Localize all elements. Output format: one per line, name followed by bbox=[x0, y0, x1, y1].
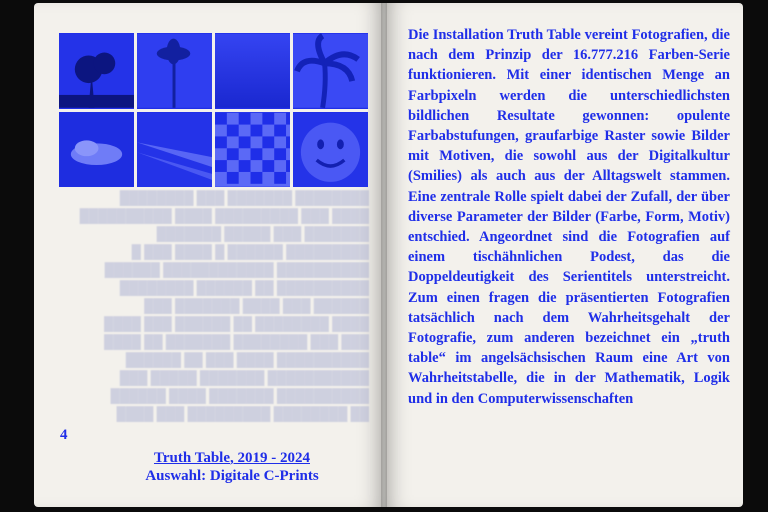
smiley-face bbox=[293, 112, 368, 188]
book-gutter bbox=[381, 3, 387, 507]
palm-trees-photo bbox=[59, 33, 134, 109]
show-through-text: ████████ ███████ ███ ████████ ████ ███ █████████ ████ ██████████ ███████ ███ █████ ███████ █████████ ██████ █ ████ ███ █ ██████████ ████████████ ██████ ██████████ ██ ██████ ████████ ██████ ███ ████ ███████ ███ ████ ████████ ██ ██████ ███ ████ ███ ███ ████████ ███████ ██ ████ ██████████ ████ ███ ██ ██████ ███████████ ███████ █████ ███ ██████████ ███████ ████ ██████ ██ ████████ █████████ ███ ████ bbox=[79, 190, 369, 421]
page-number: 4 bbox=[60, 427, 68, 443]
open-book bbox=[34, 3, 743, 507]
caption-title: Truth Table bbox=[153, 450, 230, 466]
left-page bbox=[34, 3, 384, 507]
caption-years: , 2019 - 2024 bbox=[230, 450, 310, 466]
body-text: Die Installation Truth Table vereint Fotografien, die nach dem Prinzip der 16.777.216 Farben-Serie funktionieren. Mit einer identischen Menge an Farbpixeln werden die unterschiedlichsten bildlichen Resultate gewonnen: opulente Farbabstufungen, graufarbige Raster sowie Bilder mit Motiven, die sowohl aus der Digitalkultur (Smilies) als auch aus der Alltagswelt stammen. Eine zentrale Rolle spielt dabei der Zufall, der über diverse Parameter der Bilder (Farbe, Form, Motiv) entschied. Angeordnet sind die Fotografien auf einem tischähnlichen Podest, das die Doppeldeutigkeit des Serientitels unterstreicht. Zum einen fragen die präsentierten Fotografien tatsächlich nach dem Wahrheitsgehalt der Fotografie, zum anderen bezeichnet ein „truth table“ im angelsächsischen Raum eine Art von Wahrheitstabelle, die in der Mathematik, Logik und in den Computerwissenschaften bbox=[408, 27, 730, 407]
photo-grid bbox=[59, 33, 368, 187]
blue-gradient-photo bbox=[215, 33, 290, 109]
palm-tree-photo bbox=[137, 33, 212, 109]
right-page bbox=[384, 3, 743, 507]
palm-silhouette-photo bbox=[293, 33, 368, 109]
checkerboard-pattern bbox=[215, 112, 290, 188]
caption-subtitle: Auswahl: Digitale C-Prints bbox=[145, 468, 319, 484]
caption bbox=[112, 449, 352, 485]
light-rays-photo bbox=[137, 112, 212, 188]
clouds-photo bbox=[59, 112, 134, 188]
